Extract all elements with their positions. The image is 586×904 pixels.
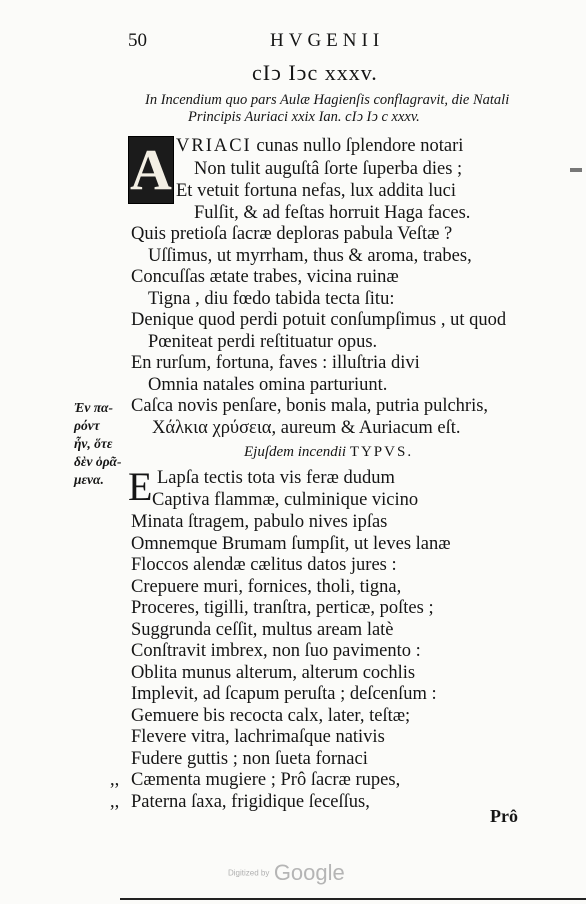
poem-line: Suggrunda ceſſit, multus aream latè	[131, 620, 394, 640]
poem-line: Minata ſtragem, pabulo nives ipſas	[131, 512, 388, 532]
poem-line: Caſca novis penſare, bonis mala, putria pulchris,	[131, 396, 489, 416]
poem-line: Fulſit, & ad feſtas horruit Haga faces.	[194, 203, 471, 223]
poem-title-line-2: Principis Auriaci xxix Ian. cIↄ Iↄ c xxxv.	[188, 109, 420, 125]
catchword: Prô	[490, 806, 518, 826]
poem-line: Paterna ſaxa, frigidique ſeceſſus,	[131, 792, 370, 812]
poem-line: Tigna , diu fœdo tabida tecta ſitu:	[148, 289, 395, 309]
poem-line: Captiva flammæ, culminique vicino	[152, 490, 419, 510]
year-heading: cIↄ Iↄc xxxv.	[252, 60, 378, 85]
poem-line: Et vetuit fortuna nefas, lux addita luci	[176, 181, 456, 201]
quote-mark: ,,	[110, 792, 120, 812]
poem-title-line-1: In Incendium quo pars Aulæ Hagienſis conflagravit, die Natali	[145, 92, 510, 108]
margin-note-line: δὲν ὁρᾶ-	[74, 454, 122, 469]
poem-line: Crepuere muri, fornices, tholi, tigna,	[131, 577, 402, 597]
poem-line: VRIACI cunas nullo ſplendore notari	[176, 136, 464, 156]
digitization-watermark: Digitized by Google	[228, 860, 345, 885]
running-head: HVGENII	[270, 30, 385, 51]
poem-line: Quis pretioſa ſacræ deploras pabula Veſtæ ?	[131, 224, 453, 244]
margin-note-line: Ἐν πα-	[74, 400, 114, 415]
initial-letter: E	[128, 464, 153, 509]
ornamental-initial: A	[128, 136, 174, 204]
poem-line: Floccos alendæ cælitus datos jures :	[131, 555, 397, 575]
section-heading: Ejuſdem incendii TYPVS.	[244, 444, 414, 460]
margin-mark	[570, 168, 582, 172]
poem-line: Concuſſas ætate trabes, vicina ruinæ	[131, 267, 399, 287]
poem-line: Cæmenta mugiere ; Prô ſacræ rupes,	[131, 770, 401, 790]
poem-line: Pœniteat perdi reſtituatur opus.	[148, 332, 378, 352]
margin-note-line: μενα.	[74, 472, 104, 487]
poem-line: Proceres, tigilli, tranſtra, perticæ, poſtes ;	[131, 598, 434, 618]
page-number: 50	[128, 30, 147, 51]
poem-line: Denique quod perdi potuit conſumpſimus , ut quod	[131, 310, 507, 330]
poem-line: En rurſum, fortuna, faves : illuſtria divi	[131, 353, 420, 373]
poem-line: Fudere guttis ; non ſueta fornaci	[131, 749, 368, 769]
quote-mark: ,,	[110, 770, 120, 790]
poem-line: Uſſimus, ut myrrham, thus & aroma, trabes,	[148, 246, 472, 266]
poem-line: Conſtravit imbrex, non ſuo pavimento :	[131, 641, 421, 661]
poem-line: Χάλκια χρύσεια, aureum & Auriacum eſt.	[152, 418, 461, 438]
poem-line: Omnia natales omina parturiunt.	[148, 375, 388, 395]
google-logo: Google	[273, 860, 345, 885]
poem-line: Gemuere bis recocta calx, later, teſtæ;	[131, 706, 411, 726]
poem-line: Flevere vitra, lachrimaſque nativis	[131, 727, 385, 747]
bottom-edge-rule	[120, 898, 586, 900]
poem-line: Omnemque Brumam ſumpſit, ut leves lanæ	[131, 534, 451, 554]
poem-line: Lapſa tectis tota vis feræ dudum	[157, 468, 395, 488]
poem-line: Implevit, ad ſcapum peruſta ; deſcenſum :	[131, 684, 437, 704]
margin-note-line: ἦν, ὅτε	[74, 436, 113, 451]
poem-line: Oblita munus alterum, alterum cochlis	[131, 663, 416, 683]
poem-line: Non tulit auguſtâ ſorte ſuperba dies ;	[194, 159, 463, 179]
margin-note-line: ρόντ	[74, 418, 100, 433]
